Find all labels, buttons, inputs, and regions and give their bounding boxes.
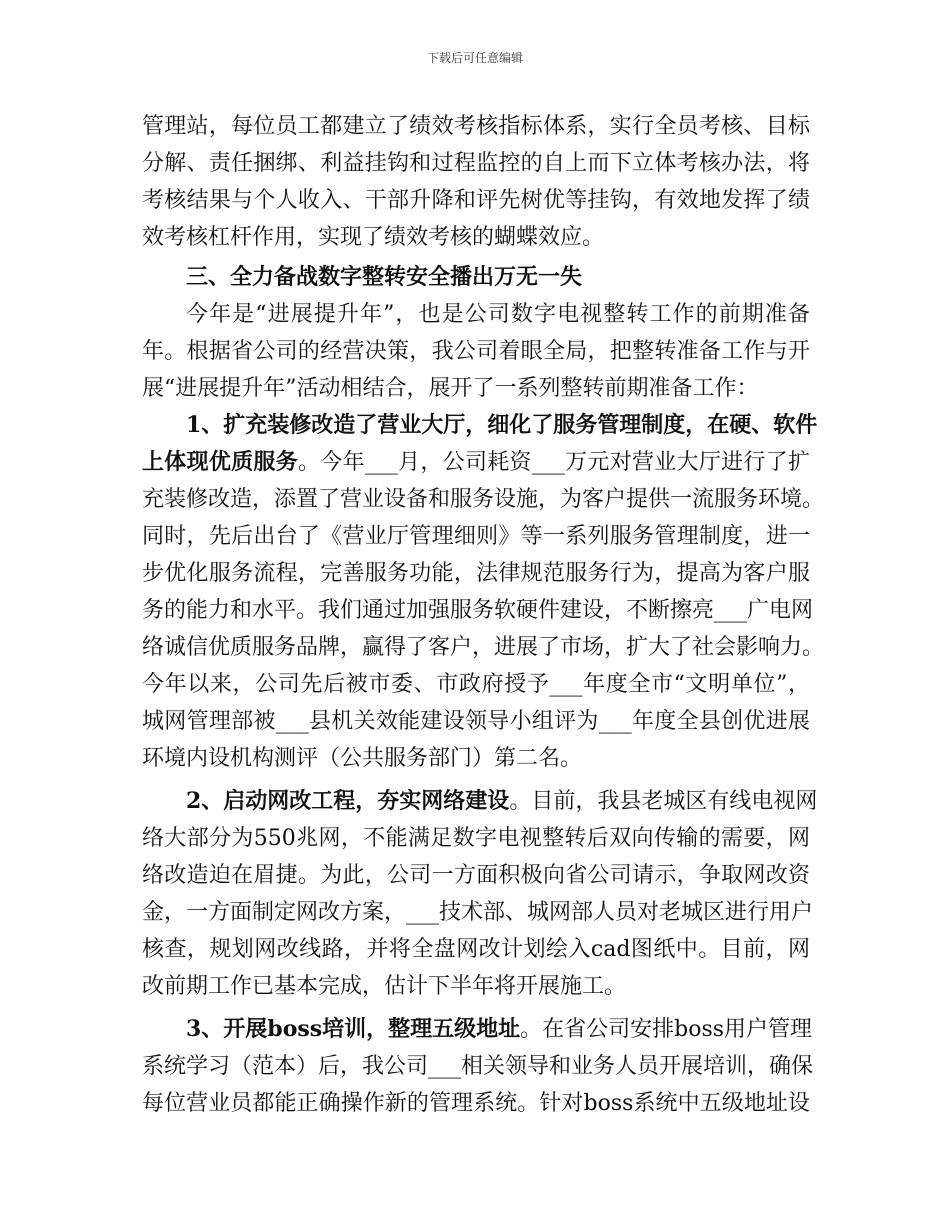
item2-bold-heading: 2、启动网改工程，夯实网络建设 xyxy=(186,788,510,814)
text-line: 今年是“进展提升年”，也是公司数字电视整转工作的前期准备 xyxy=(186,302,810,327)
text-line: 系统学习（范本）后，我公司___相关领导和业务人员开展培训，确保 xyxy=(142,1054,814,1079)
text-line xyxy=(142,444,810,481)
section-heading: 三、全力备战数字整转安全播出万无一失 xyxy=(186,264,583,290)
text-line: 考核结果与个人收入、干部升降和评先树优等挂钩，有效地发挥了绩 xyxy=(142,188,810,213)
item2-paragraph xyxy=(142,783,818,1005)
item3-bold-heading: 3、开展boss培训，整理五级地址 xyxy=(186,1016,521,1042)
item1-bold-heading-end: 上体现优质服务 xyxy=(142,449,298,475)
text-line: 改前期工作已基本完成，估计下半年将开展施工。 xyxy=(142,974,627,999)
text-line: 同时，先后出台了《营业厅管理细则》等一系列服务管理制度，进一 xyxy=(142,524,810,549)
text-span: 。今年___月，公司耗资___万元对营业大厅进行了扩 xyxy=(298,450,810,475)
text-line xyxy=(142,783,818,820)
text-line: 核查，规划网改线路，并将全盘网改计划绘入cad图纸中。目前，网 xyxy=(142,937,810,962)
intro-paragraph xyxy=(142,108,810,256)
text-line: 充装修改造，添置了营业设备和服务设施，为客户提供一流服务环境。 xyxy=(142,487,825,512)
document-body xyxy=(142,108,825,1122)
text-line: 每位营业员都能正确操作新的管理系统。针对boss系统中五级地址设 xyxy=(142,1091,810,1116)
text-line: 分解、责任捆绑、利益挂钩和过程监控的自上而下立体考核办法，将 xyxy=(142,151,810,176)
text-line: 今年以来，公司先后被市委、市政府授予___年度全市“文明单位”， xyxy=(142,672,810,697)
item3-paragraph xyxy=(142,1011,814,1122)
item1-bold-heading: 1、扩充装修改造了营业大厅，细化了服务管理制度，在硬、软件 xyxy=(186,412,818,438)
text-line: 务的能力和水平。我们通过加强服务软硬件建设，不断擦亮___广电网 xyxy=(142,598,814,623)
text-span: 。在省公司安排boss用户管理 xyxy=(520,1017,813,1042)
text-line: 年。根据省公司的经营决策，我公司着眼全局，把整转准备工作与开 xyxy=(142,339,810,364)
item1-paragraph xyxy=(142,407,825,777)
text-line: 管理站，每位员工都建立了绩效考核指标体系，实行全员考核、目标 xyxy=(142,114,810,139)
text-line: 展“进展提升年”活动相结合，展开了一系列整转前期准备工作： xyxy=(142,376,759,401)
text-line xyxy=(142,1011,813,1048)
text-line: 城网管理部被___县机关效能建设领导小组评为___年度全县创优进展 xyxy=(142,709,810,734)
text-line: 环境内设机构测评（公共服务部门）第二名。 xyxy=(142,746,583,771)
text-span: 。目前，我县老城区有线电视网 xyxy=(509,789,818,814)
text-line: 金，一方面制定网改方案，___技术部、城网部人员对老城区进行用户 xyxy=(142,900,814,925)
text-line: 络改造迫在眉捷。为此，公司一方面积极向省公司请示，争取网改资 xyxy=(142,863,810,888)
text-line: 络大部分为550兆网，不能满足数字电视整转后双向传输的需要，网 xyxy=(142,826,810,851)
section3-paragraph xyxy=(142,296,810,407)
text-line: 络诚信优质服务品牌，赢得了客户，进展了市场，扩大了社会影响力。 xyxy=(142,635,825,660)
text-line: 步优化服务流程，完善服务功能，法律规范服务行为，提高为客户服 xyxy=(142,561,810,586)
text-line: 效考核杠杆作用，实现了绩效考核的蝴蝶效应。 xyxy=(142,225,605,250)
page-header: 下载后可任意编辑 xyxy=(426,51,523,65)
